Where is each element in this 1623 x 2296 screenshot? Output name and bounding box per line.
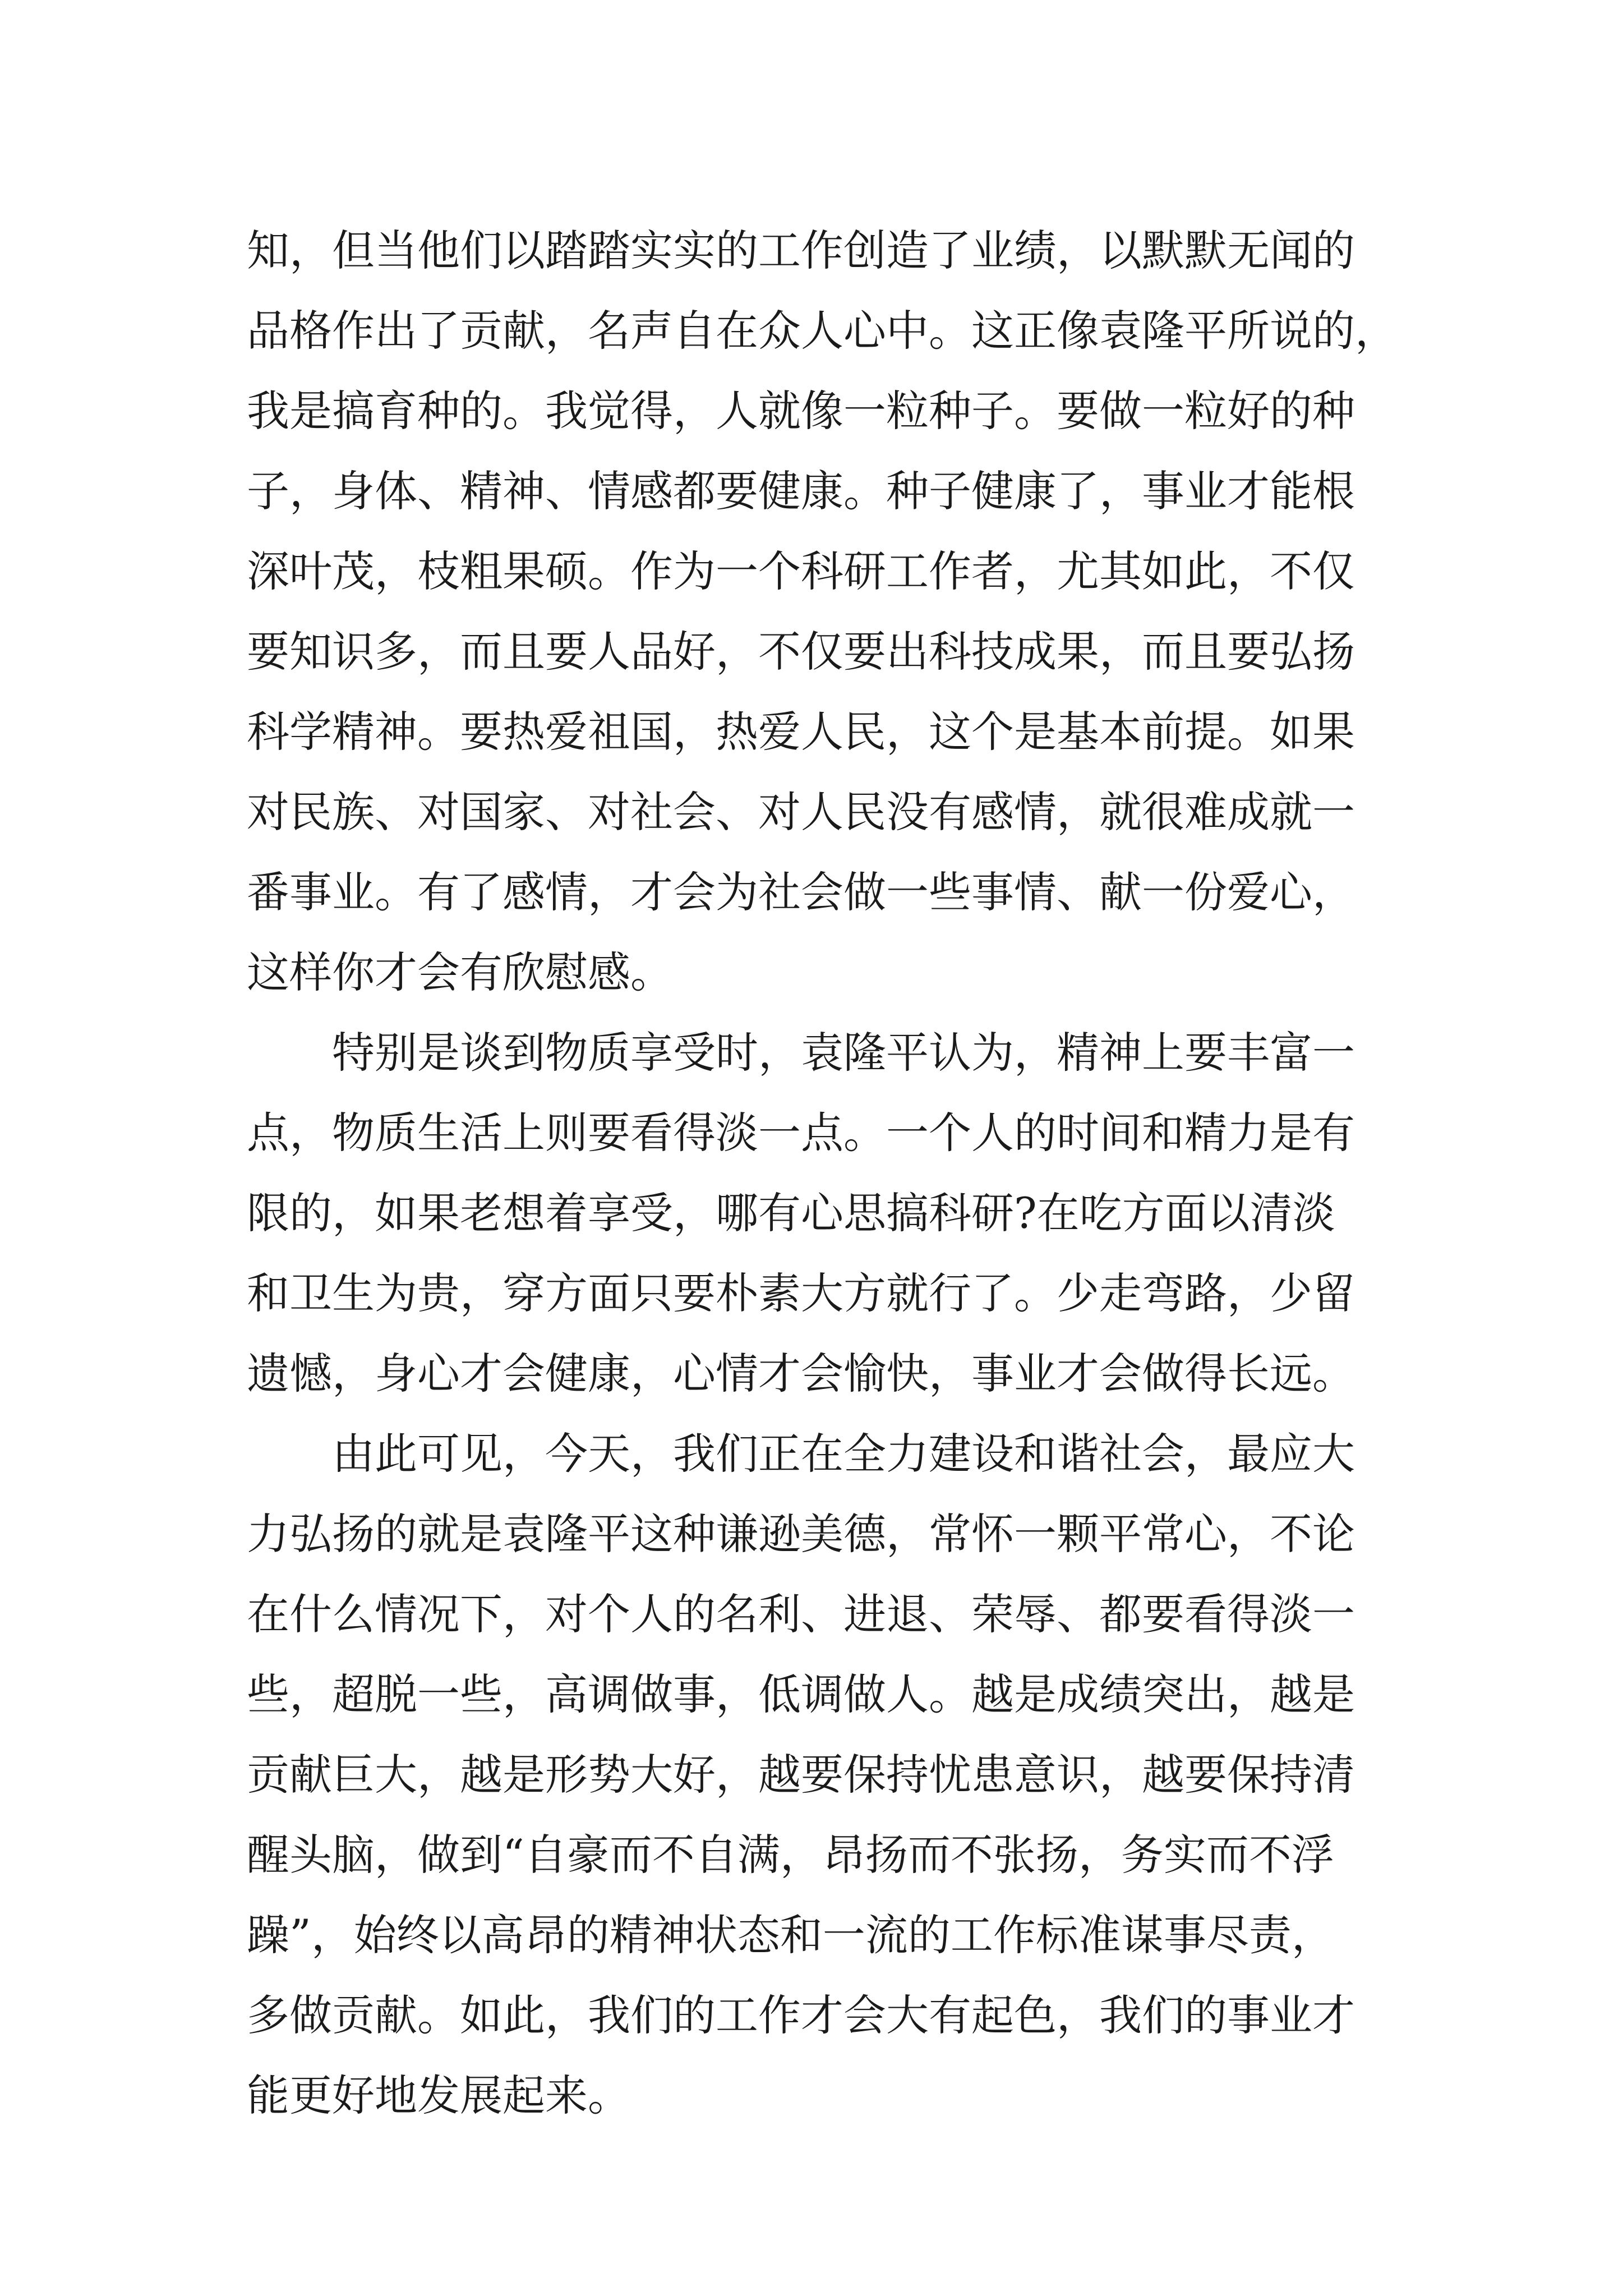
text-line: 这样你才会有欣慰感。 (247, 947, 673, 997)
text-line: 科学精神。要热爱祖国，热爱人民，这个是基本前提。如果 (247, 707, 1355, 757)
text-line: 能更好地发展起来。 (247, 2070, 630, 2120)
text-line: 遗憾，身心才会健康，心情才会愉快，事业才会做得长远。 (247, 1349, 1355, 1398)
text-line: 多做贡献。如此，我们的工作才会大有起色，我们的事业才 (247, 1990, 1355, 2040)
text-line: 知，但当他们以踏踏实实的工作创造了业绩，以默默无闻的 (247, 226, 1355, 275)
body-text (247, 210, 1430, 2136)
text-line: 深叶茂，枝粗果硕。作为一个科研工作者，尤其如此，不仅 (247, 546, 1355, 596)
text-line: 品格作出了贡献，名声自在众人心中。这正像袁隆平所说的， (247, 306, 1398, 356)
paragraph-first-line: 由此可见，今天，我们正在全力建设和谐社会，最应大 (332, 1429, 1355, 1479)
text-line: 力弘扬的就是袁隆平这种谦逊美德，常怀一颗平常心，不论 (247, 1509, 1355, 1559)
text-line: 在什么情况下，对个人的名利、进退、荣辱、都要看得淡一 (247, 1589, 1355, 1639)
text-line: 对民族、对国家、对社会、对人民没有感情，就很难成就一 (247, 787, 1355, 837)
text-line: 要知识多，而且要人品好，不仅要出科技成果，而且要弘扬 (247, 627, 1355, 677)
text-line: 贡献巨大，越是形势大好，越要保持忧患意识，越要保持清 (247, 1750, 1355, 1800)
text-line: 躁”，始终以高昂的精神状态和一流的工作标准谋事尽责， (247, 1910, 1334, 1960)
text-line: 限的，如果老想着享受，哪有心思搞科研?在吃方面以清淡 (247, 1188, 1335, 1238)
text-line: 番事业。有了感情，才会为社会做一些事情、献一份爱心， (247, 867, 1355, 917)
text-line: 和卫生为贵，穿方面只要朴素大方就行了。少走弯路，少留 (247, 1268, 1355, 1318)
text-line: 我是搞育种的。我觉得，人就像一粒种子。要做一粒好的种 (247, 386, 1355, 436)
paragraph-first-line: 特别是谈到物质享受时，袁隆平认为，精神上要丰富一 (332, 1028, 1355, 1078)
text-line: 点，物质生活上则要看得淡一点。一个人的时间和精力是有 (247, 1108, 1355, 1158)
text-line: 子，身体、精神、情感都要健康。种子健康了，事业才能根 (247, 466, 1355, 516)
text-line: 醒头脑，做到“自豪而不自满，昂扬而不张扬，务实而不浮 (247, 1830, 1334, 1880)
text-line: 些，超脱一些，高调做事，低调做人。越是成绩突出，越是 (247, 1669, 1355, 1719)
